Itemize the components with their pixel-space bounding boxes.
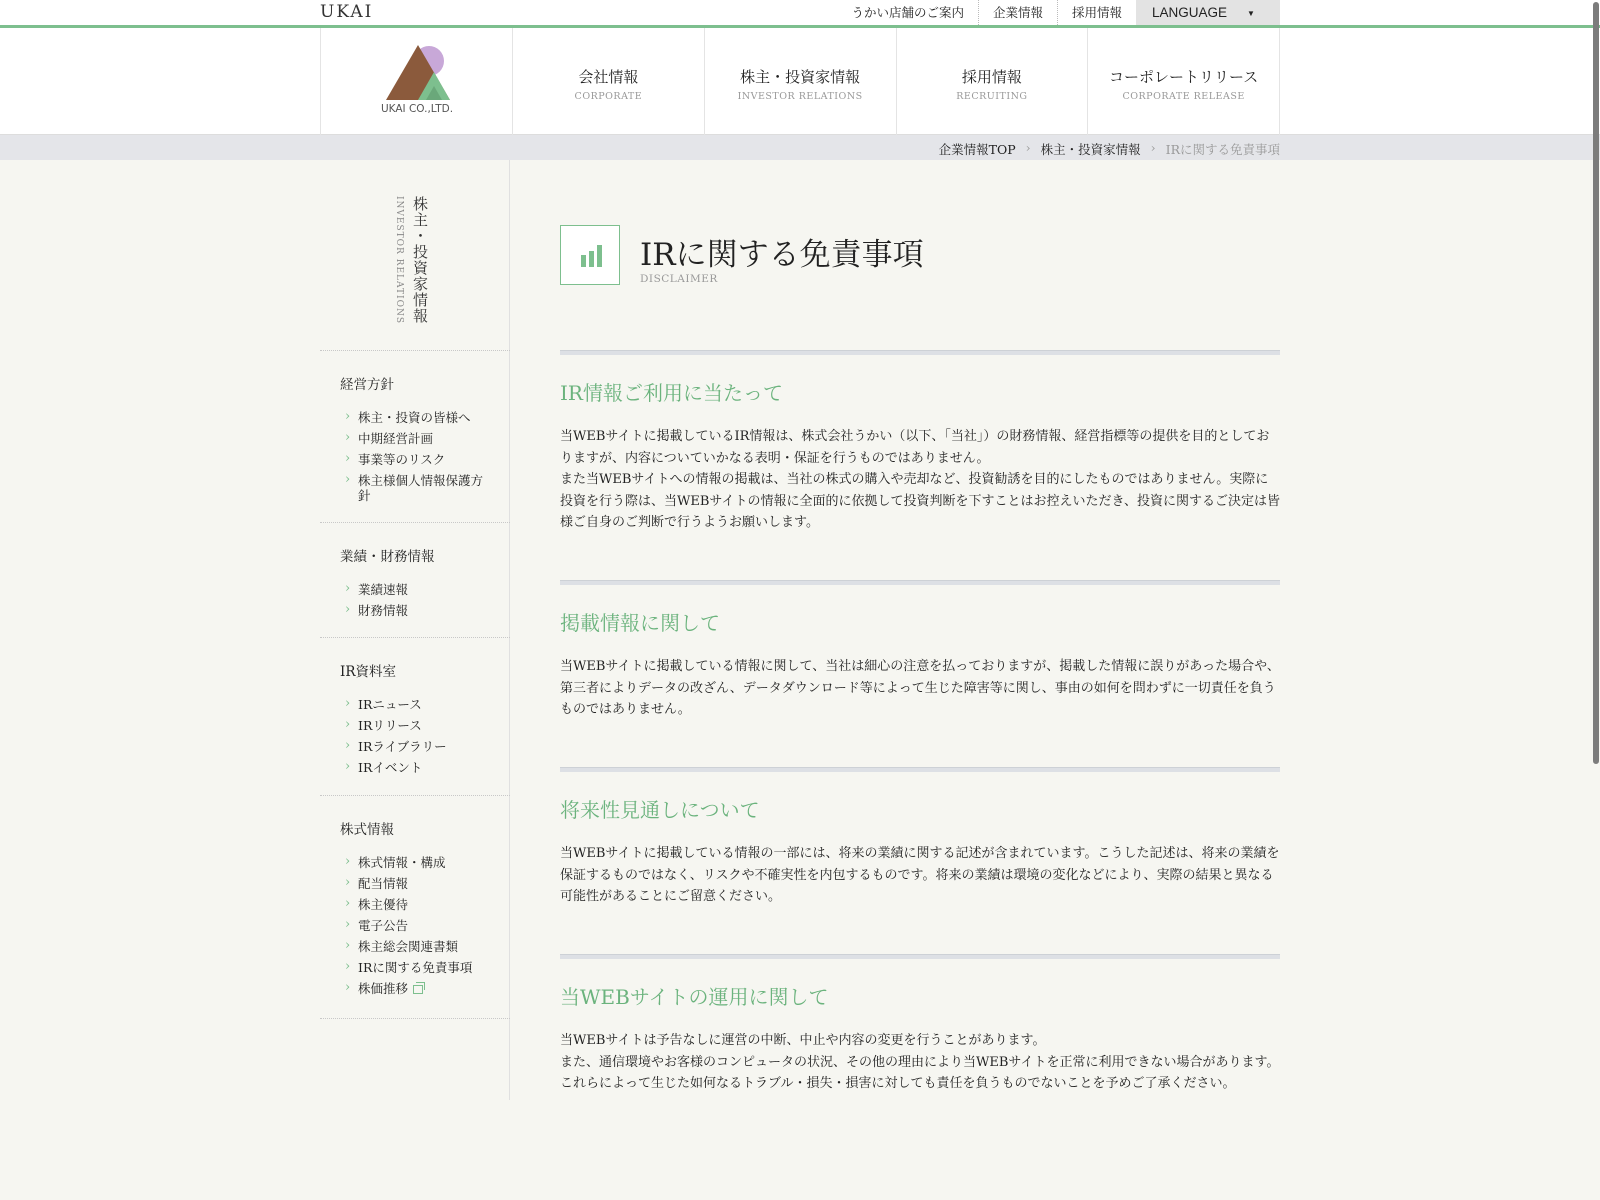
nav-label-en: CORPORATE bbox=[574, 91, 643, 102]
nav-label-en: RECRUITING bbox=[956, 91, 1028, 102]
section-divider bbox=[560, 580, 1280, 585]
sidebar-group-heading: 株式情報 bbox=[340, 822, 394, 838]
language-dropdown[interactable] bbox=[1136, 0, 1280, 25]
sidebar-item-stock-price[interactable] bbox=[340, 978, 490, 999]
sidebar-group-heading: 業績・財務情報 bbox=[340, 549, 435, 565]
sidebar-item[interactable]: › 業績速報 bbox=[340, 579, 490, 600]
sidebar-group-heading: IR資料室 bbox=[340, 664, 396, 680]
chevron-right-icon: › bbox=[1150, 140, 1156, 155]
brand-text[interactable]: UKAI bbox=[320, 2, 374, 22]
sidebar-title bbox=[394, 196, 431, 326]
page-subtitle: DISCLAIMER bbox=[640, 273, 718, 285]
nav-label-en: CORPORATE RELEASE bbox=[1122, 91, 1245, 102]
sidebar-item[interactable]: › 株主様個人情報保護方針 bbox=[340, 470, 490, 506]
section-heading: 掲載情報に関して bbox=[560, 611, 720, 635]
chevron-right-icon: › bbox=[1025, 140, 1031, 155]
sidebar-title-jp: 株主・投資家情報 bbox=[411, 196, 429, 324]
section-ir-usage bbox=[560, 350, 1280, 534]
section-divider bbox=[560, 350, 1280, 355]
sidebar bbox=[320, 160, 510, 1100]
caret-down-icon: ▼ bbox=[1247, 8, 1255, 18]
page-title: IRに関する免責事項 bbox=[640, 237, 924, 273]
section-heading: IR情報ご利用に当たって bbox=[560, 381, 783, 405]
sidebar-group-financial bbox=[320, 522, 510, 635]
sidebar-item[interactable]: › 中期経営計画 bbox=[340, 428, 490, 449]
section-heading: 当WEBサイトの運用に関して bbox=[560, 985, 829, 1009]
section-paragraph: また当WEBサイトへの情報の掲載は、当社の株式の購入や売却など、投資勧誘を目的にしたものではありません。実際に投資を行う際は、当WEBサイトの情報に全面的に依拠して投資判断を下すことはお控えいただき、投資に関するご決定は皆様ご自身のご判断で行うようお願いします。 bbox=[560, 472, 1280, 530]
section-paragraph: また、通信環境やお客様のコンピュータの状況、その他の理由により当WEBサイトを正常に利用できない場合があります。これらによって生じた如何なるトラブル・損失・損害に対しても責任を負うものでないことを予めご了承ください。 bbox=[560, 1054, 1280, 1091]
sidebar-item[interactable]: › IRイベント bbox=[340, 757, 490, 778]
page-scrollbar[interactable] bbox=[1592, 0, 1600, 1200]
nav-label-jp: 株主・投資家情報 bbox=[740, 68, 861, 86]
sidebar-item[interactable]: › IRニュース bbox=[340, 694, 490, 715]
nav-corporate-release[interactable] bbox=[1088, 28, 1280, 135]
page-header bbox=[560, 225, 1280, 285]
utility-link-stores[interactable]: うかい店舗のご案内 bbox=[851, 5, 964, 20]
bar-chart-icon bbox=[560, 225, 620, 285]
section-paragraph: 当WEBサイトは予告なしに運営の中断、中止や内容の変更を行うことがあります。 bbox=[560, 1033, 1046, 1048]
nav-recruiting[interactable] bbox=[897, 28, 1089, 135]
main-header bbox=[0, 28, 1600, 135]
sidebar-title-en: INVESTOR RELATIONS bbox=[394, 196, 404, 324]
nav-corporate[interactable] bbox=[513, 28, 705, 135]
breadcrumb-link-top[interactable]: 企業情報TOP bbox=[938, 142, 1016, 157]
utility-nav bbox=[837, 0, 1280, 25]
sidebar-item[interactable]: › 事業等のリスク bbox=[340, 449, 490, 470]
sidebar-item[interactable]: › 株主優待 bbox=[340, 894, 490, 915]
sidebar-item-disclaimer[interactable]: › IRに関する免責事項 bbox=[340, 957, 490, 978]
sidebar-group-heading: 経営方針 bbox=[340, 377, 394, 393]
sidebar-item[interactable]: › 株式情報・構成 bbox=[340, 852, 490, 873]
nav-label-jp: 採用情報 bbox=[961, 68, 1022, 86]
sidebar-group-stock bbox=[320, 795, 510, 1013]
external-link-icon bbox=[413, 985, 423, 994]
sidebar-item-label: 株価推移 bbox=[358, 981, 409, 996]
sidebar-group-ir-library bbox=[320, 637, 510, 792]
section-heading: 将来性見通しについて bbox=[560, 798, 760, 822]
section-forward-looking bbox=[560, 767, 1280, 908]
sidebar-item[interactable]: › 配当情報 bbox=[340, 873, 490, 894]
utility-link-recruit[interactable]: 採用情報 bbox=[1057, 0, 1136, 25]
top-utility-bar bbox=[0, 0, 1600, 28]
breadcrumb-bar bbox=[0, 135, 1600, 160]
language-label: LANGUAGE bbox=[1152, 5, 1228, 20]
sidebar-group-policy bbox=[320, 350, 510, 520]
section-paragraph: 当WEBサイトに掲載している情報に関して、当社は細心の注意を払っておりますが、掲載した情報に誤りがあった場合や、第三者によりデータの改ざん、データダウンロード等によって生じた障害等に関し、事由の如何を問わずに一切責任を負うものではありません。 bbox=[560, 659, 1280, 717]
breadcrumb-link-ir[interactable]: 株主・投資家情報 bbox=[1040, 142, 1141, 157]
section-divider bbox=[560, 954, 1280, 959]
breadcrumb-current: IRに関する免責事項 bbox=[1165, 142, 1280, 157]
utility-link-corporate[interactable]: 企業情報 bbox=[978, 0, 1057, 25]
nav-label-jp: 会社情報 bbox=[578, 68, 639, 86]
scrollbar-thumb[interactable] bbox=[1593, 2, 1599, 764]
section-published-info bbox=[560, 580, 1280, 721]
sidebar-item[interactable]: › 電子公告 bbox=[340, 915, 490, 936]
sidebar-item[interactable]: › IRライブラリー bbox=[340, 736, 490, 757]
section-paragraph: 当WEBサイトに掲載しているIR情報は、株式会社うかい（以下、「当社」）の財務情報、経営指標等の提供を目的としておりますが、内容についていかなる表明・保証を行うものではありません。 bbox=[560, 429, 1270, 466]
sidebar-divider bbox=[320, 1018, 510, 1019]
nav-label-en: INVESTOR RELATIONS bbox=[737, 91, 863, 102]
logo-mark-icon bbox=[321, 28, 513, 135]
section-site-operation bbox=[560, 954, 1280, 1095]
section-paragraph: 当WEBサイトに掲載している情報の一部には、将来の業績に関する記述が含まれています。こうした記述は、将来の業績を保証するものではなく、リスクや不確実性を内包するものです。将来の業績は環境の変化などにより、実際の結果と異なる可能性があることにご留意ください。 bbox=[560, 846, 1280, 904]
nav-investor-relations[interactable] bbox=[705, 28, 897, 135]
sidebar-item[interactable]: › 株主総会関連書類 bbox=[340, 936, 490, 957]
sidebar-item[interactable]: › 財務情報 bbox=[340, 600, 490, 621]
section-divider bbox=[560, 767, 1280, 772]
logo-text: UKAI CO.,LTD. bbox=[380, 103, 454, 115]
breadcrumb bbox=[939, 140, 1280, 158]
sidebar-item[interactable]: › 株主・投資の皆様へ bbox=[340, 407, 490, 428]
nav-label-jp: コーポレートリリース bbox=[1108, 68, 1259, 86]
logo[interactable] bbox=[321, 28, 513, 135]
sidebar-item[interactable]: › IRリリース bbox=[340, 715, 490, 736]
